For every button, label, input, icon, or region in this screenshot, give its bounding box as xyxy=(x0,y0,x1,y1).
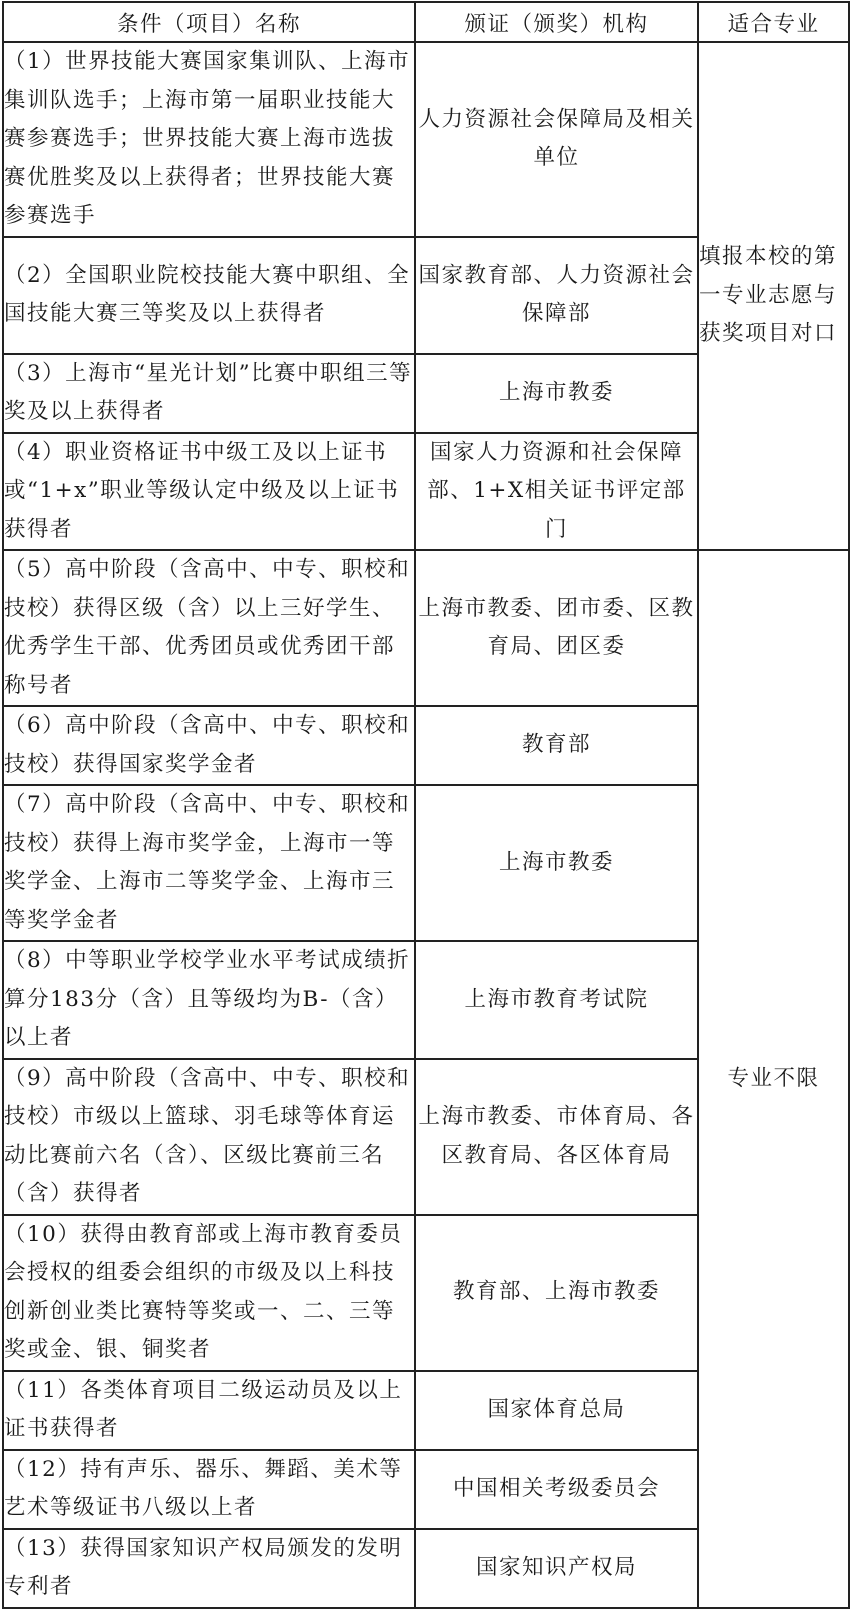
condition-cell: （12）持有声乐、器乐、舞蹈、美术等艺术等级证书八级以上者 xyxy=(3,1450,415,1529)
condition-cell: （8）中等职业学校学业水平考试成绩折算分183分（含）且等级均为B-（含）以上者 xyxy=(3,941,415,1059)
condition-cell: （9）高中阶段（含高中、中专、职校和技校）市级以上篮球、羽毛球等体育运动比赛前六名（含）、区级比赛前三名（含）获得者 xyxy=(3,1059,415,1215)
header-row xyxy=(3,2,849,42)
conditions-table xyxy=(2,1,850,1609)
condition-cell: （6）高中阶段（含高中、中专、职校和技校）获得国家奖学金者 xyxy=(3,706,415,785)
major-cell: 填报本校的第一专业志愿与获奖项目对口 xyxy=(698,42,849,550)
organization-cell: 上海市教育考试院 xyxy=(415,941,698,1059)
table-row xyxy=(3,550,849,706)
header-major: 适合专业 xyxy=(698,2,849,42)
organization-cell: 上海市教委、团市委、区教育局、团区委 xyxy=(415,550,698,706)
condition-cell: （4）职业资格证书中级工及以上证书或“1+x”职业等级认定中级及以上证书获得者 xyxy=(3,433,415,551)
organization-cell: 中国相关考级委员会 xyxy=(415,1450,698,1529)
condition-cell: （2）全国职业院校技能大赛中职组、全国技能大赛三等奖及以上获得者 xyxy=(3,237,415,354)
organization-cell: 上海市教委 xyxy=(415,785,698,941)
organization-cell: 上海市教委、市体育局、各区教育局、各区体育局 xyxy=(415,1059,698,1215)
condition-cell: （13）获得国家知识产权局颁发的发明专利者 xyxy=(3,1529,415,1608)
organization-cell: 教育部、上海市教委 xyxy=(415,1215,698,1371)
condition-cell: （7）高中阶段（含高中、中专、职校和技校）获得上海市奖学金，上海市一等奖学金、上海市二等奖学金、上海市三等奖学金者 xyxy=(3,785,415,941)
condition-cell: （10）获得由教育部或上海市教育委员会授权的组委会组织的市级及以上科技创新创业类比赛特等奖或一、二、三等奖或金、银、铜奖者 xyxy=(3,1215,415,1371)
condition-cell: （3）上海市“星光计划”比赛中职组三等奖及以上获得者 xyxy=(3,354,415,433)
header-condition: 条件（项目）名称 xyxy=(3,2,415,42)
condition-cell: （11）各类体育项目二级运动员及以上证书获得者 xyxy=(3,1371,415,1450)
organization-cell: 上海市教委 xyxy=(415,354,698,433)
header-organization: 颁证（颁奖）机构 xyxy=(415,2,698,42)
condition-cell: （1）世界技能大赛国家集训队、上海市集训队选手；上海市第一届职业技能大赛参赛选手；世界技能大赛上海市选拔赛优胜奖及以上获得者；世界技能大赛参赛选手 xyxy=(3,42,415,237)
organization-cell: 教育部 xyxy=(415,706,698,785)
organization-cell: 国家知识产权局 xyxy=(415,1529,698,1608)
organization-cell: 国家人力资源和社会保障部、1+X相关证书评定部门 xyxy=(415,433,698,551)
organization-cell: 国家教育部、人力资源社会保障部 xyxy=(415,237,698,354)
organization-cell: 人力资源社会保障局及相关单位 xyxy=(415,42,698,237)
major-cell: 专业不限 xyxy=(698,550,849,1608)
organization-cell: 国家体育总局 xyxy=(415,1371,698,1450)
table-row xyxy=(3,42,849,237)
condition-cell: （5）高中阶段（含高中、中专、职校和技校）获得区级（含）以上三好学生、优秀学生干部、优秀团员或优秀团干部称号者 xyxy=(3,550,415,706)
